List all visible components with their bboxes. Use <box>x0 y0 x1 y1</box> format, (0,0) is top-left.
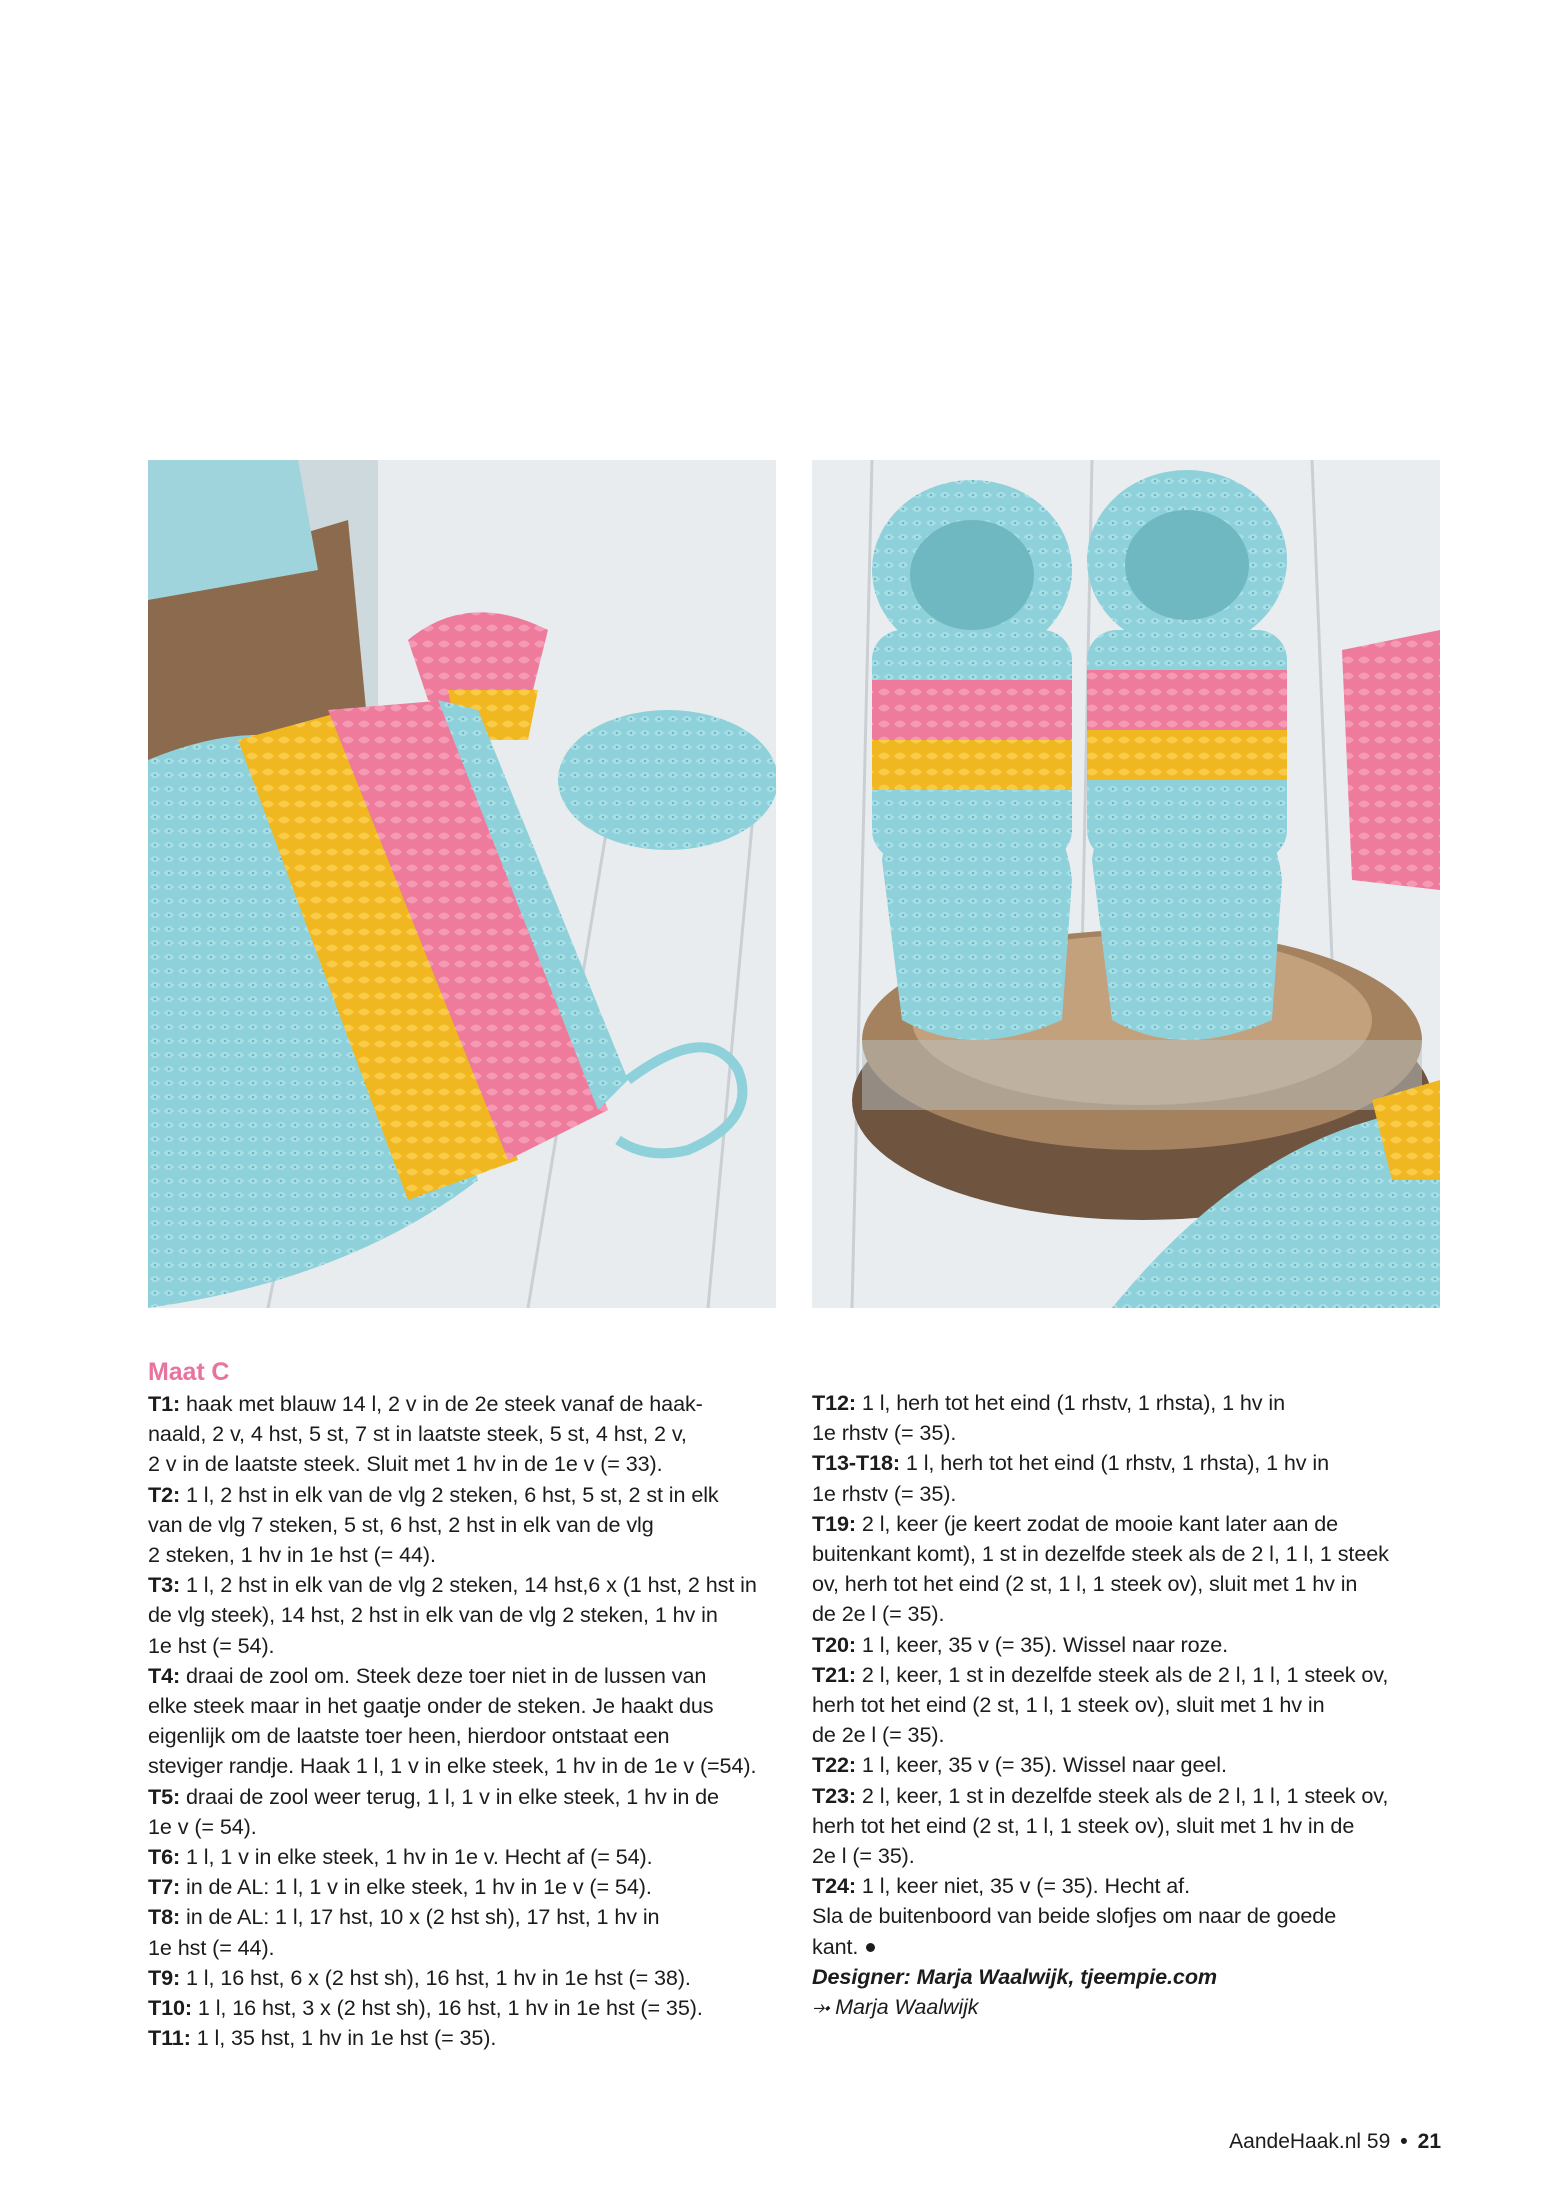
section-heading: Maat C <box>148 1358 230 1386</box>
row-instructions: 1 l, 35 hst, 1 hv in 1e hst (= 35). <box>190 2025 497 2051</box>
row-label: T8: <box>148 1904 181 1930</box>
row-label: T4: <box>148 1662 181 1688</box>
pattern-row <box>148 1842 788 1872</box>
pattern-row <box>148 1570 788 1661</box>
pattern-row <box>148 1480 788 1571</box>
row-instructions: draai de zool weer terug, 1 l, 1 v in elke steek, 1 hv in de 1e v (= 54). <box>148 1783 719 1839</box>
row-instructions: 2 l, keer, 1 st in dezelfde steek als de 2 l, 1 l, 1 steek ov, herh tot het eind (2 st, 1 l, 1 steek ov), sluit met 1 hv in de 2e l (= 35). <box>812 1782 1389 1869</box>
row-instructions: 1 l, keer, 35 v (= 35). Wissel naar geel. <box>856 1752 1227 1778</box>
camera-arrow-icon: ⤞ <box>812 1994 830 2020</box>
row-label: T23: <box>812 1782 857 1808</box>
photo-booties-on-wood <box>812 460 1440 1308</box>
pattern-row <box>148 2023 788 2053</box>
row-instructions: 2 l, keer (je keert zodat de mooie kant later aan de buitenkant komt), 1 st in dezelfde steek als de 2 l, 1 l, 1 steek ov, herh tot het eind (2 st, 1 l, 1 steek ov), sluit met 1 hv in de 2e l (= 35). <box>812 1510 1389 1627</box>
row-label: T7: <box>148 1874 181 1900</box>
row-instructions: 1 l, 1 v in elke steek, 1 hv in 1e v. Hecht af (= 54). <box>180 1844 653 1870</box>
pattern-column-left <box>148 1355 788 2053</box>
end-bullet-icon <box>866 1943 875 1952</box>
bootie-closeup-illustration <box>148 460 776 1308</box>
closing-text: Sla de buitenboord van beide slofjes om naar de goede kant. <box>812 1903 1337 1959</box>
pattern-column-right <box>812 1388 1452 2022</box>
row-label: T22: <box>812 1752 857 1778</box>
pattern-row <box>812 1448 1452 1508</box>
pattern-row <box>812 1388 1452 1448</box>
pattern-row <box>812 1630 1452 1660</box>
row-instructions: haak met blauw 14 l, 2 v in de 2e steek vanaf de haak- naald, 2 v, 4 hst, 5 st, 7 st in laatste steek, 5 st, 4 hst, 2 v, 2 v in de laatste steek. Sluit met 1 hv in de 1e v (= 33). <box>148 1391 703 1477</box>
pattern-row <box>812 1509 1452 1630</box>
row-label: T19: <box>812 1510 857 1536</box>
row-instructions: 1 l, keer niet, 35 v (= 35). Hecht af. <box>856 1873 1190 1899</box>
photo-credit <box>812 1992 1452 2022</box>
photo-credit-name: Marja Waalwijk <box>835 1994 979 2020</box>
row-label: T13-T18: <box>812 1450 901 1476</box>
row-label: T24: <box>812 1873 857 1899</box>
row-label: T10: <box>148 1995 193 2021</box>
row-label: T1: <box>148 1391 181 1416</box>
pattern-row <box>148 1389 788 1480</box>
footer-site: AandeHaak.nl 59 <box>1229 2130 1391 2153</box>
row-instructions: 2 l, keer, 1 st in dezelfde steek als de 2 l, 1 l, 1 steek ov, herh tot het eind (2 st, 1 l, 1 steek ov), sluit met 1 hv in de 2e l (= 35). <box>812 1661 1389 1748</box>
pattern-row <box>148 1782 788 1842</box>
pattern-row <box>812 1750 1452 1780</box>
pattern-row <box>812 1781 1452 1872</box>
pattern-row <box>812 1660 1452 1751</box>
row-instructions: 1 l, herh tot het eind (1 rhstv, 1 rhsta), 1 hv in 1e rhstv (= 35). <box>812 1390 1286 1446</box>
row-instructions: 1 l, 16 hst, 6 x (2 hst sh), 16 hst, 1 hv in 1e hst (= 38). <box>180 1964 691 1990</box>
row-label: T2: <box>148 1481 181 1507</box>
row-instructions: in de AL: 1 l, 1 v in elke steek, 1 hv in 1e v (= 54). <box>180 1874 652 1900</box>
pattern-row <box>812 1871 1452 1901</box>
row-instructions: 1 l, herh tot het eind (1 rhstv, 1 rhsta), 1 hv in 1e rhstv (= 35). <box>812 1450 1330 1506</box>
pattern-row <box>148 1993 788 2023</box>
footer-separator: • <box>1400 2130 1408 2153</box>
row-instructions: in de AL: 1 l, 17 hst, 10 x (2 hst sh), 17 hst, 1 hv in 1e hst (= 44). <box>148 1904 660 1960</box>
row-instructions: 1 l, keer, 35 v (= 35). Wissel naar roze. <box>856 1631 1229 1657</box>
pattern-row <box>148 1872 788 1902</box>
row-list-left <box>148 1389 788 2053</box>
page-number: 21 <box>1417 2130 1441 2153</box>
row-label: T6: <box>148 1844 181 1870</box>
row-instructions: 1 l, 16 hst, 3 x (2 hst sh), 16 hst, 1 hv in 1e hst (= 35). <box>192 1995 703 2021</box>
row-instructions: 1 l, 2 hst in elk van de vlg 2 steken, 6 hst, 5 st, 2 st in elk van de vlg 7 steken, 5 st, 6 hst, 2 hst in elk van de vlg 2 steken, 1 hv in 1e hst (= 44). <box>148 1481 719 1568</box>
row-list-right <box>812 1388 1452 1901</box>
row-instructions: draai de zool om. Steek deze toer niet in de lussen van elke steek maar in het gaatje onder de steken. Je haakt dus eigenlijk om de laatste toer heen, hierdoor ontstaat een steviger randje. Haak 1 l, 1 v in elke steek, 1 hv in de 1e v (=54). <box>148 1662 757 1779</box>
pattern-row <box>148 1963 788 1993</box>
row-label: T21: <box>812 1661 857 1687</box>
row-label: T3: <box>148 1572 181 1598</box>
pattern-row <box>148 1902 788 1962</box>
booties-on-wood-illustration <box>812 460 1440 1308</box>
row-label: T12: <box>812 1390 857 1415</box>
row-instructions: 1 l, 2 hst in elk van de vlg 2 steken, 14 hst,6 x (1 hst, 2 hst in de vlg steek), 14 hst, 2 hst in elk van de vlg 2 steken, 1 hv in 1e hst (= 54). <box>148 1572 757 1658</box>
designer-credit: Designer: Marja Waalwijk, tjeempie.com <box>812 1963 1218 1989</box>
row-label: T5: <box>148 1783 181 1809</box>
row-label: T20: <box>812 1631 857 1657</box>
row-label: T11: <box>148 2025 191 2051</box>
photo-bootie-closeup <box>148 460 776 1308</box>
pattern-row <box>148 1661 788 1782</box>
page-footer <box>1229 2130 1441 2154</box>
row-label: T9: <box>148 1964 181 1990</box>
